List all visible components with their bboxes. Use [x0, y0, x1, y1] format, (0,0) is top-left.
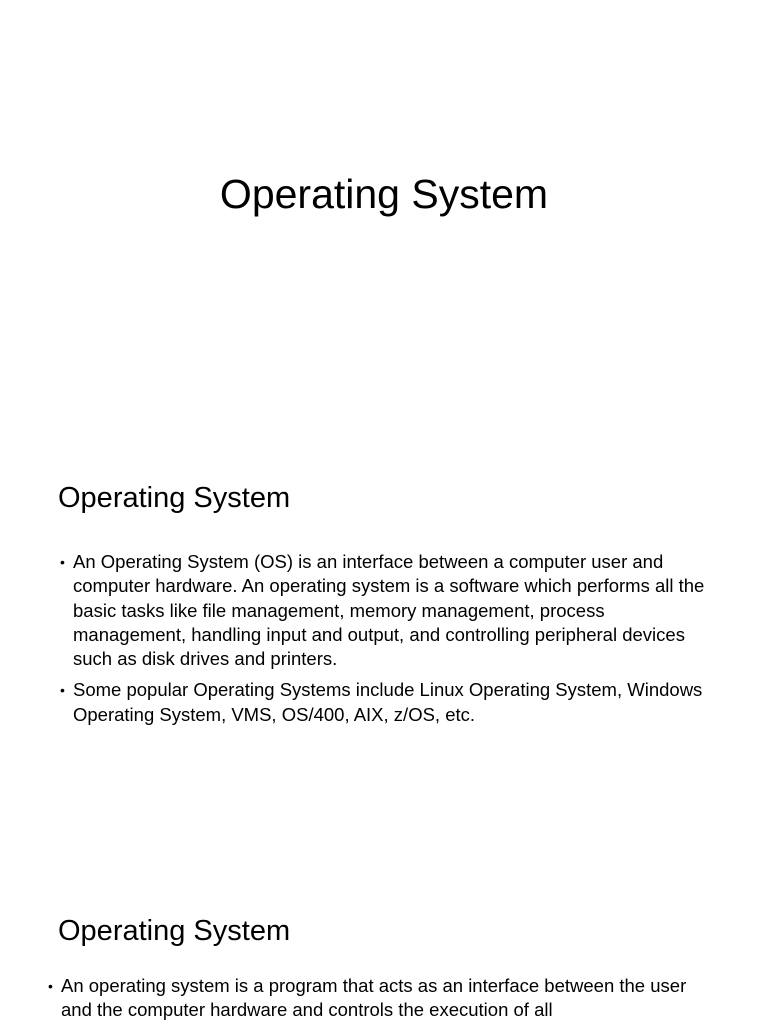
bullet-icon: •: [60, 554, 65, 570]
slide-1: [0, 0, 768, 432]
bullet-item: [60, 550, 710, 671]
bullet-text: An operating system is a program that acts as an interface between the user and the computer hardware and controls the execution of all: [61, 975, 687, 1021]
slide-heading: Operating System: [58, 482, 291, 514]
bullet-item: [48, 974, 718, 1023]
bullet-item: [60, 678, 710, 727]
slide-heading: Operating System: [58, 915, 291, 947]
bullet-icon: •: [48, 978, 53, 994]
slide-2: [0, 432, 768, 864]
bullet-list: [60, 550, 710, 734]
slide-title: Operating System: [219, 171, 549, 217]
bullet-text: An Operating System (OS) is an interface between a computer user and computer hardware. An operating system is a software which performs all the basic tasks like file management, memory management, process management, handling input and output, and controlling peripheral devices such as disk drives and printers.: [73, 551, 705, 670]
bullet-list: [48, 974, 718, 1024]
bullet-icon: •: [60, 682, 65, 699]
slide-3: [0, 864, 768, 1024]
bullet-text: Some popular Operating Systems include Linux Operating System, Windows Operating System, VMS, OS/400, AIX, z/OS, etc.: [73, 679, 703, 725]
